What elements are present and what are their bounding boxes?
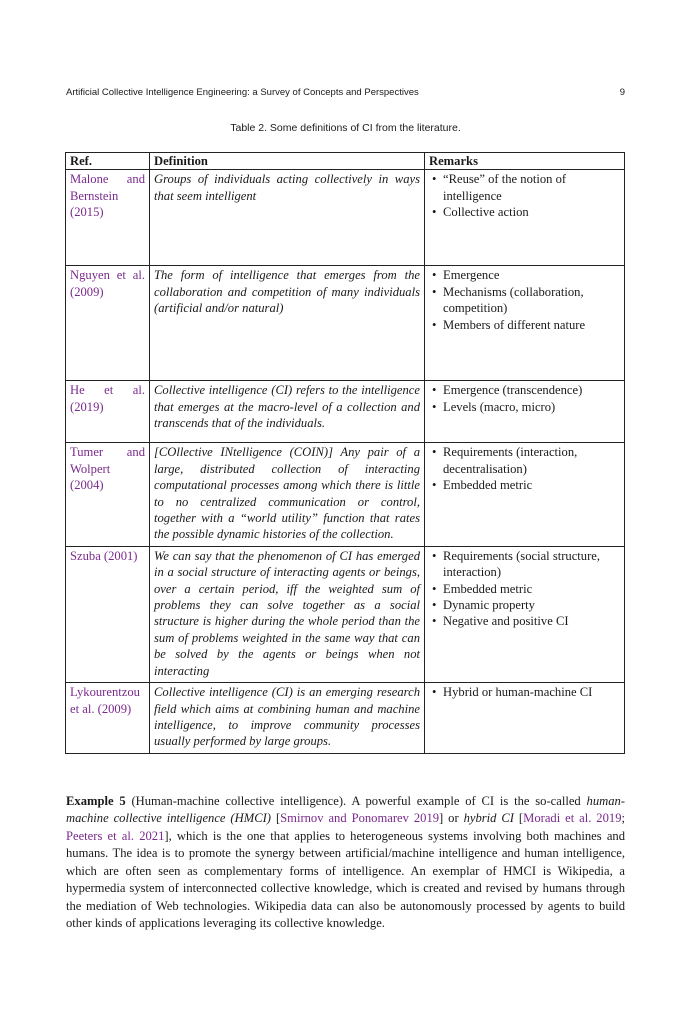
example-paragraph [66, 793, 625, 933]
definitions-table [65, 152, 625, 754]
example-text: ] or [439, 811, 464, 826]
row-ref-link[interactable]: Szuba (2001) [66, 546, 150, 682]
row-remarks [425, 170, 625, 266]
row-definition: [COllective INtelligence (COIN)] Any pair of a large, distributed collection of interacting computational processes among which there is little to no centralized communication or control, together with a “world utility” function that rates the possible dynamic histories of the collection. [150, 443, 425, 546]
page-number: 9 [619, 87, 625, 98]
term-hybrid-ci: hybrid CI [463, 811, 514, 826]
remark-item: • Embedded metric [443, 581, 620, 597]
row-remarks [425, 266, 625, 381]
running-title: Artificial Collective Intelligence Engineering: a Survey of Concepts and Perspectives [66, 87, 419, 98]
row-definition: We can say that the phenomenon of CI has emerged in a social structure of interacting agents or beings, over a certain period, iff the weighted sum of problems they can solve together as a social structure is higher during the whole period than the sum of problems weighted in the same way that can be solved by the agents or beings when not interacting [150, 546, 425, 682]
table-header-row [66, 153, 625, 170]
example-text: ], which is the one that applies to heterogeneous systems involving both machines and humans. The idea is to promote the synergy between artificial/machine intelligence and human intelligence, which are often seen as complementary forms of intelligence. An exemplar of HMCI is Wikipedia, a hypermedia system of interconnected collective knowledge, which is created and revised by humans through the mediation of Web technologies. Wikipedia data can also be autonomously processed by agents to build other kinds of applications leveraging its collective knowledge. [66, 828, 626, 931]
table-row [66, 546, 625, 682]
remark-item: • Requirements (interaction, decentralisation) [443, 444, 620, 477]
citation-link[interactable]: Peeters et al. 2021 [66, 828, 165, 843]
row-remarks [425, 381, 625, 443]
row-definition: The form of intelligence that emerges from the collaboration and competition of many individuals (artificial and/or natural) [150, 266, 425, 381]
table-row [66, 443, 625, 546]
remark-item: • Embedded metric [443, 477, 620, 493]
example-text: A powerful example of CI is the so-called [346, 793, 587, 808]
row-remarks [425, 546, 625, 682]
row-remarks [425, 443, 625, 546]
remark-item: • Emergence (transcendence) [443, 382, 620, 398]
header-remarks: Remarks [425, 153, 625, 170]
example-title: Example 5 [66, 793, 126, 808]
row-ref-link[interactable]: Malone and Bernstein (2015) [66, 170, 150, 266]
remark-item: • Levels (macro, micro) [443, 399, 620, 415]
remark-item: • Hybrid or human-machine CI [443, 684, 620, 700]
remark-item: • Dynamic property [443, 597, 620, 613]
remark-item: • Mechanisms (collaboration, competition) [443, 284, 620, 317]
running-head [66, 87, 625, 98]
example-subtitle: (Human-machine collective intelligence). [125, 793, 347, 808]
header-definition: Definition [150, 153, 425, 170]
example-text: [ [271, 811, 281, 826]
table-row [66, 170, 625, 266]
citation-link[interactable]: Smirnov and Ponomarev 2019 [280, 811, 440, 826]
remark-item: • Collective action [443, 204, 620, 220]
table-row [66, 266, 625, 381]
citation-link[interactable]: Moradi et al. 2019 [523, 811, 622, 826]
remark-item: • “Reuse” of the notion of intelligence [443, 171, 620, 204]
row-remarks [425, 683, 625, 754]
example-text: ; [621, 811, 625, 826]
row-ref-link[interactable]: Nguyen et al. (2009) [66, 266, 150, 381]
example-text: [ [514, 811, 524, 826]
remark-item: • Requirements (social structure, interaction) [443, 548, 620, 581]
row-ref-link[interactable]: He et al. (2019) [66, 381, 150, 443]
remark-item: • Emergence [443, 267, 620, 283]
header-ref: Ref. [66, 153, 150, 170]
table-row [66, 683, 625, 754]
term-hmci: human-machine collective intelligence (HMCI) [66, 793, 625, 826]
table-caption: Table 2. Some definitions of CI from the literature. [230, 122, 461, 134]
remark-item: • Members of different nature [443, 317, 620, 333]
row-definition: Collective intelligence (CI) refers to the intelligence that emerges at the macro-level of a collection and transcends that of the individuals. [150, 381, 425, 443]
row-definition: Collective intelligence (CI) is an emerging research field which aims at combining human and machine intelligence, to improve community processes usually performed by large groups. [150, 683, 425, 754]
row-definition: Groups of individuals acting collectively in ways that seem intelligent [150, 170, 425, 266]
table-row [66, 381, 625, 443]
row-ref-link[interactable]: Tumer and Wolpert (2004) [66, 443, 150, 546]
remark-item: • Negative and positive CI [443, 613, 620, 629]
row-ref-link[interactable]: Lykourentzou et al. (2009) [66, 683, 150, 754]
